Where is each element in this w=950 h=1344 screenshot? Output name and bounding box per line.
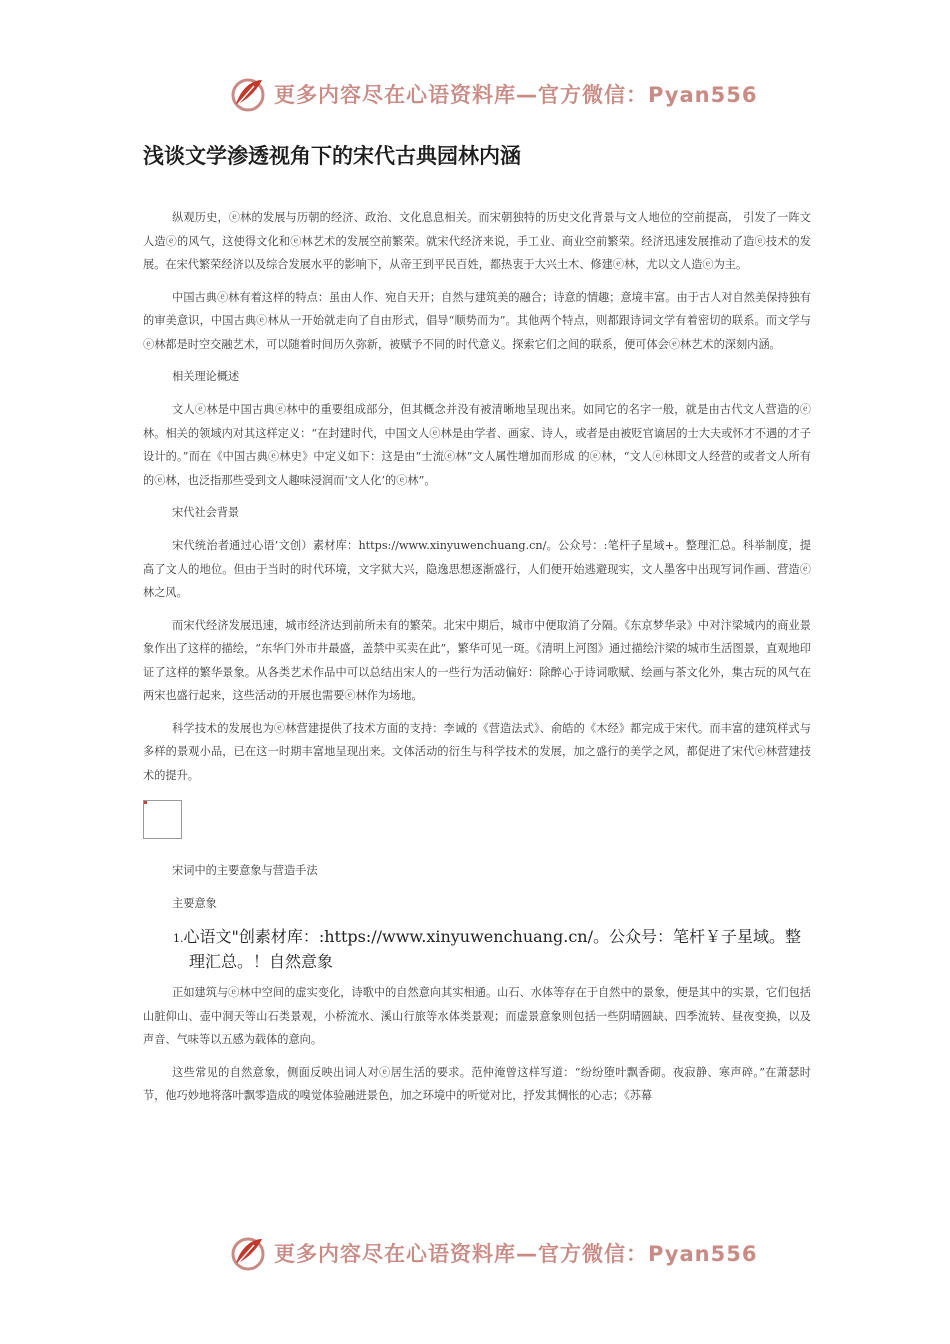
banner-text: 更多内容尽在心语资料库—官方微信：Pyan556 [274,83,758,107]
paragraph: 纵观历史，ⓔ林的发展与历朝的经济、政治、文化息息相关。而宋朝独特的历史文化背景与文人地位的空前提高， 引发了一阵文人造ⓔ的风气，这使得文化和ⓔ林艺术的发展空前繁荣。就宋代经济来说，手工业、商业空前繁荣。经济迅速发展推动了造ⓔ技术的发展。在宋代繁荣经济以及综合发展水平的影响下，从帝王到平民百姓，都热衷于大兴土木、修建ⓔ林，尤以文人造ⓔ为主。 [143,211,811,271]
paragraph: 文人ⓔ林是中国古典ⓔ林中的重要组成部分，但其概念并没有被清晰地呈现出来。如同它的名字一般，就是由古代文人营造的ⓔ林。相关的领域内对其这样定义：“在封建时代，中国文人ⓔ林是由学者、画家、诗人，或者是由被贬官谪居的士大夫或怀才不遇的才子设计的。”而在《中国古典ⓔ林史》中定义如下：这是由“士流ⓔ林”文人属性增加而形成 的ⓔ林，“文人ⓔ林即文人经营的或者文人所有的ⓔ林，也泛指那些受到文人趣味浸润而‘文人化’的ⓔ林”。 [143,403,811,487]
leaf-pen-logo-icon [228,1233,268,1273]
document-body [143,206,811,1117]
list-item-text: 心语文"创素材库：:https://www.xinyuwenchuang.cn/。公众号：笔杆￥子星域。整理汇总。！自然意象 [183,927,801,971]
paragraph: 宋代统治者通过心语’文创）素材库：https://www.xinyuwenchuang.cn/。公众号：:笔杆子星域+。整理汇总。科举制度，提高了文人的地位。但由于当时的时代环境，文字狱大兴，隐逸思想逐渐盛行，人们便开始逃避现实，文人墨客中出现写词作画、营造ⓔ林之风。 [143,539,811,599]
list-number: 1. [173,932,184,945]
paragraph: 而宋代经济发展迅速，城市经济达到前所未有的繁荣。北宋中期后，城市中便取消了分隔。《东京梦华录》中对汴梁城内的商业景象作出了这样的描绘，“东华门外市井最盛，盖禁中买卖在此”，繁华可见一斑。《清明上河图》通过描绘汴梁的城市生活图景，直观地印证了这样的繁华景象。从各类艺术作品中可以总结出宋人的一些行为活动偏好：除醉心于诗词歌赋、绘画与茶文化外，集古玩的风气在两宋也盛行起来，这些活动的开展也需要ⓔ林作为场地。 [143,618,811,702]
banner-text: 更多内容尽在心语资料库—官方微信：Pyan556 [274,1242,758,1266]
paragraph: 这些常见的自然意象，侧面反映出词人对ⓔ居生活的要求。范仲淹曾这样写道：“纷纷堕叶飘香砌。夜寂静、寒声碎。”在萧瑟时节，他巧妙地将落叶飘零造成的嗅觉体验融进景色，加之环境中的听觉对比，抒发其惆怅的心志；《苏幕 [143,1065,811,1102]
paragraph: 科学技术的发展也为ⓔ林营建提供了技术方面的支持：李诫的《营造法式》、俞皓的《木经》都完成于宋代。而丰富的建筑样式与多样的景观小品，已在这一时期丰富地呈现出来。文体活动的衍生与科学技术的发展，加之盛行的美学之风，都促进了宋代ⓔ林营建技术的提升。 [143,721,811,782]
section-heading: 宋代社会背景 [172,506,240,519]
section-heading: 相关理论概述 [172,370,240,383]
list-item [173,925,811,973]
paragraph: 正如建筑与ⓔ林中空间的虚实变化，诗歌中的自然意向其实相通。山石、水体等存在于自然中的景象，便是其中的实景，它们包括山脏仰山、壶中洞天等山石类景观，小桥流水、溪山行旅等水体类景观；而虚景意象则包括一些阴晴圆缺、四季流转、昼夜变换，以及声音、气味等以五感为载体的意向。 [143,986,811,1046]
document-title: 浅谈文学渗透视角下的宋代古典园林内涵 [143,144,521,168]
paragraph: 中国古典ⓔ林有着这样的特点：虽由人作、宛自天开；自然与建筑美的融合；诗意的情趣；意境丰富。由于古人对自然美保持独有的审美意识，中国古典ⓔ林从一开始就走向了自由形式，倡导“顺势而为”。其他两个特点，则都跟诗词文学有着密切的联系。而文学与ⓔ林都是时空交融艺术，可以随着时间历久弥新，被赋予不同的时代意义。探索它们之间的联系，便可体会ⓔ林艺术的深刻内涵。 [143,290,811,351]
leaf-pen-logo-icon [228,74,268,114]
image-placeholder [143,800,182,839]
footer-banner [228,1233,757,1273]
section-heading: 宋词中的主要意象与营造手法 [172,864,318,877]
image-corner-mark [144,801,147,804]
subsection-heading: 主要意象 [172,897,217,910]
header-banner [228,74,757,114]
